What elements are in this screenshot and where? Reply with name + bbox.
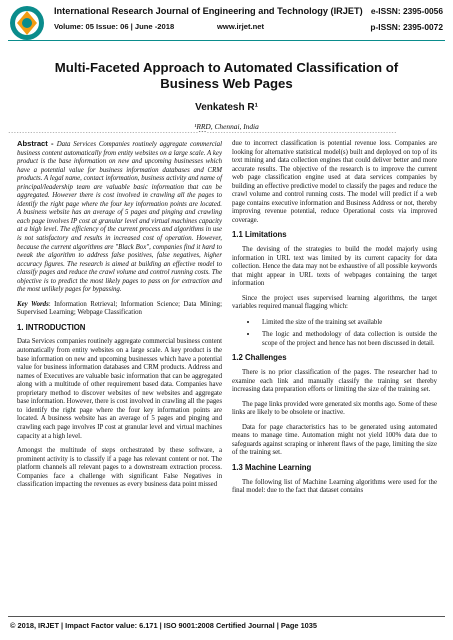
ml-heading: 1.3 Machine Learning — [232, 462, 312, 472]
left-column — [17, 140, 222, 496]
journal-url[interactable]: www.irjet.net — [217, 22, 264, 31]
paper-title: Multi-Faceted Approach to Automated Classification of Business Web Pages — [54, 60, 399, 91]
challenges-paragraph-2: The page links provided were generated six months ago. Some of these links are likely to be obsolete or inactive. — [232, 400, 437, 417]
challenges-heading: 1.2 Challenges — [232, 353, 287, 363]
right-column — [232, 140, 437, 502]
abstract-text: Data Services Companies routinely aggregate commercial business content automatically from entity websites on a large scale. A key product is the base information on new and upcoming businesses which have a potential value for business information databases and CRM products. A legal name, contact information, business activity and name of principal/leadership team are valuable basic information that can be aggregated. However there is cost involved in crawling all the pages to identify the right page where the four key information points are located. A business website has an average of 5 pages and pinging and crawling each page involves IP cost at granular level and virtual machines capacity at a high level. The efficiency of the current process and algorithms in use is not satisfactory and results in increased cost of operation. However, because the current algorithms are "Black Box", companies find it hard to tweak the algorithm to address false positives, false negatives, higher accuracy figures. The research is aimed at building an effective model to classify pages and reduce the crawl volume and control running costs. The objective is to predict the most likely pages to pass on for extraction and the most unlikely pages for bypassing. — [17, 141, 223, 294]
abstract-label: Abstract - — [17, 139, 57, 148]
keywords-label: Key Words — [17, 300, 49, 308]
keywords — [17, 301, 222, 318]
list-item: • Limited the size of the training set available — [258, 318, 437, 328]
abstract — [17, 140, 222, 295]
page-footer: © 2018, IRJET | Impact Factor value: 6.171 | ISO 9001:2008 Certified Journal | Page 1035 — [10, 621, 318, 630]
journal-header — [0, 0, 453, 46]
limitations-paragraph-2: Since the project uses supervised learning algorithms, the target variables required manual flagging which: — [232, 294, 437, 311]
intro-heading: 1. INTRODUCTION — [17, 322, 86, 332]
limitations-list — [232, 318, 437, 349]
intro-continuation: due to incorrect classification is potential revenue loss. Companies are looking for alternative statistical model(s) built and deployed on top of its text mining and data collection engines that could deliver better and more accurate results. The objective of the research is to improve the current web page classification engine used at data services companies by building an effective predictive model to classify the pages and reduce the crawl volume and control running costs. The model will predict if a web page contains executive information and Business Address or not, thereby improving revenue potential, reduce Operational costs via improved coverage. — [232, 140, 437, 224]
limitations-heading: 1.1 Limitations — [232, 230, 287, 240]
section-separator: ---------------------------------------------------------------------***--------------------------------------------------------------------- — [8, 131, 397, 136]
list-item: • The logic and methodology of data collection is outside the scope of the project and hence has not been discussed in detail. — [258, 330, 437, 348]
keywords-text: : Information Retrieval; Information Science; Data Mining; Supervised Learning; Webpage Classification — [17, 300, 222, 317]
author-affiliation: ¹RRD, Chennai, India — [194, 122, 259, 131]
challenges-paragraph-1: There is no prior classification of the pages. The researcher had to examine each link and manually classify the training set thereby increasing data preparation efforts or limiting the size of the training set. — [232, 369, 437, 394]
challenges-paragraph-3: Data for page characteristics has to be generated using automated means to manage time. Automation might not yield 100% data due to safeguards against scraping or inherent flaws of the page, limiting the size of the training set. — [232, 423, 437, 457]
header-divider — [8, 40, 445, 41]
ml-paragraph-1: The following list of Machine Learning algorithms were used for the final model: due to the fact that dataset contains — [232, 478, 437, 495]
limitations-paragraph-1: The devising of the strategies to build the model majorly using information in URL text was limited by its current capacity for data collection. Hence the data may not be exhaustive of all possible keywords that might appear in URL texts of webpages containing the target information — [232, 246, 437, 288]
paper-author: Venkatesh R¹ — [195, 102, 258, 113]
footer-divider — [8, 616, 445, 617]
volume-issue: Volume: 05 Issue: 06 | June -2018 — [54, 22, 175, 31]
intro-paragraph-2: Amongst the multitude of steps orchestrated by these software, a prominent activity is to classify if a page has relevant content or not. The platform channels all relevant pages to a downstream extraction process. Companies face a challenge with significant False Negatives in classification impacting the revenues as every business data point missed — [17, 447, 222, 489]
e-issn: e-ISSN: 2395-0056 — [370, 6, 443, 16]
irjet-logo — [8, 3, 46, 43]
p-issn: p-ISSN: 2395-0072 — [370, 22, 443, 32]
intro-paragraph-1: Data Services companies routinely aggregate commercial business content automatically from entity websites on a large scale. A key product is the base information on new and upcoming businesses which have a potential value for business information databases and CRM products. Address and names of Executives are valuable basic information that can be aggregated along with a multitude of other requirement based data. Companies have proprietary method to discover websites of new websites and aggregate base information. However, there is cost involved in crawling all the pages to identify the right page where the four key information points are located. A business website has an average of 5 pages and pinging and crawling each page involves IP cost at granular level and virtual machines capacity at a high level. — [17, 338, 222, 440]
journal-name: International Research Journal of Engineering and Technology (IRJET) — [54, 6, 363, 16]
